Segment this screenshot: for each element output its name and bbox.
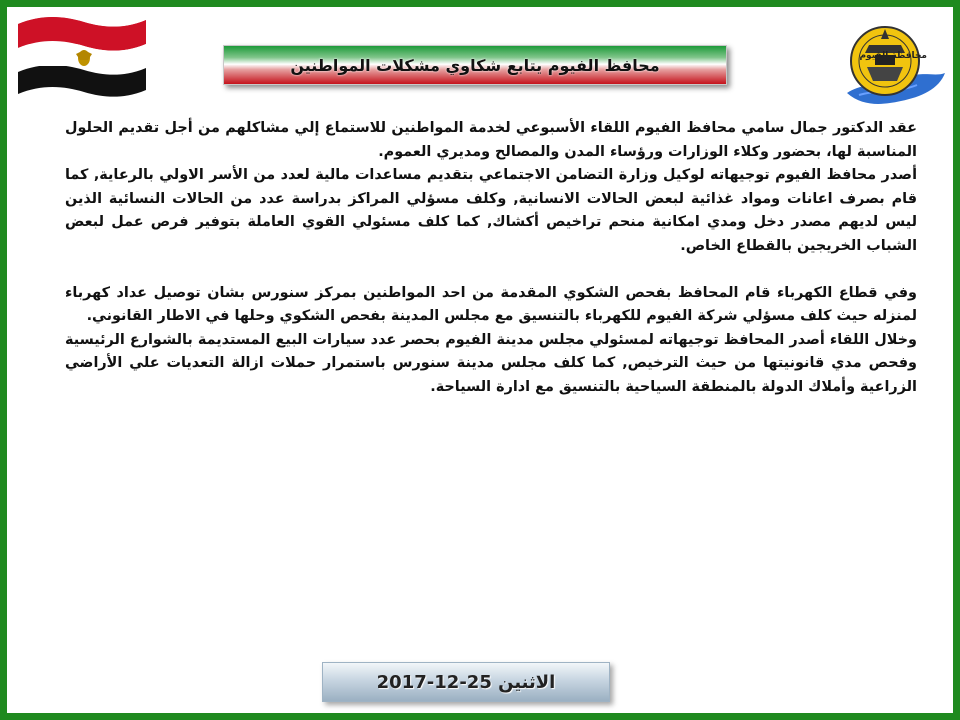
- paragraph-spacer: [65, 258, 917, 282]
- article-body: [65, 117, 917, 399]
- paragraph-meeting: عقد الدكتور جمال سامي محافظ الفيوم اللقاء الأسبوعي لخدمة المواطنين للاستماع إلي مشاكلهم من أجل تقديم الحلول المناسبة لها، بحضور وكلاء الوزارات ورؤساء المدن والمصالح ومديري العموم.: [65, 120, 917, 160]
- headline-banner: محافظ الفيوم يتابع شكاوي مشكلات المواطنين: [223, 45, 727, 85]
- egypt-flag-icon: [12, 10, 152, 102]
- logo-caption: محافظة الفيوم: [859, 51, 927, 61]
- date-plate: الاثنين 25-12-2017: [322, 662, 610, 702]
- fayoum-governorate-emblem-icon: [839, 15, 949, 115]
- paragraph-social-solidarity: أصدر محافظ الفيوم توجيهاته لوكيل وزارة التضامن الاجتماعي بتقديم مساعدات مالية لعدد من الأسر الاولي بالرعاية, كما قام بصرف اعانات ومواد غذائية لبعض الحالات الانسانية, وكلف مسؤلي المراكز بدراسة عدد من الحالات النسائية الذين ليس لديهم مصدر دخل ومدي امكانية منحم تراخيص أكشاك, كما كلف مسئولي القوي العاملة بتوفير فرص عمل لبعض الشباب الخريجين بالقطاع الخاص.: [65, 167, 917, 254]
- paragraph-electricity: وفي قطاع الكهرباء قام المحافظ بفحص الشكوي المقدمة من احد المواطنين بمركز سنورس بشان توصيل عداد كهرباء لمنزله حيث كلف مسؤلي شركة الفيوم للكهرباء بالتنسيق مع مجلس المدينة بفحص الشكوي وحلها في الاطار القانوني.: [65, 284, 917, 324]
- paragraph-city-council: وخلال اللقاء أصدر المحافظ توجيهاته لمسئولي مجلس مدينة الفيوم بحصر عدد سيارات البيع المستديمة بالشوارع الرئيسية وفحص مدي قانونيتها من حيث الترخيص, كما كلف مجلس مدينة سنورس باستمرار حملات ازالة التعديات علي الأراضي الزراعية وأملاك الدولة بالمنطقة السياحية بالتنسيق مع ادارة السياحة.: [65, 331, 917, 395]
